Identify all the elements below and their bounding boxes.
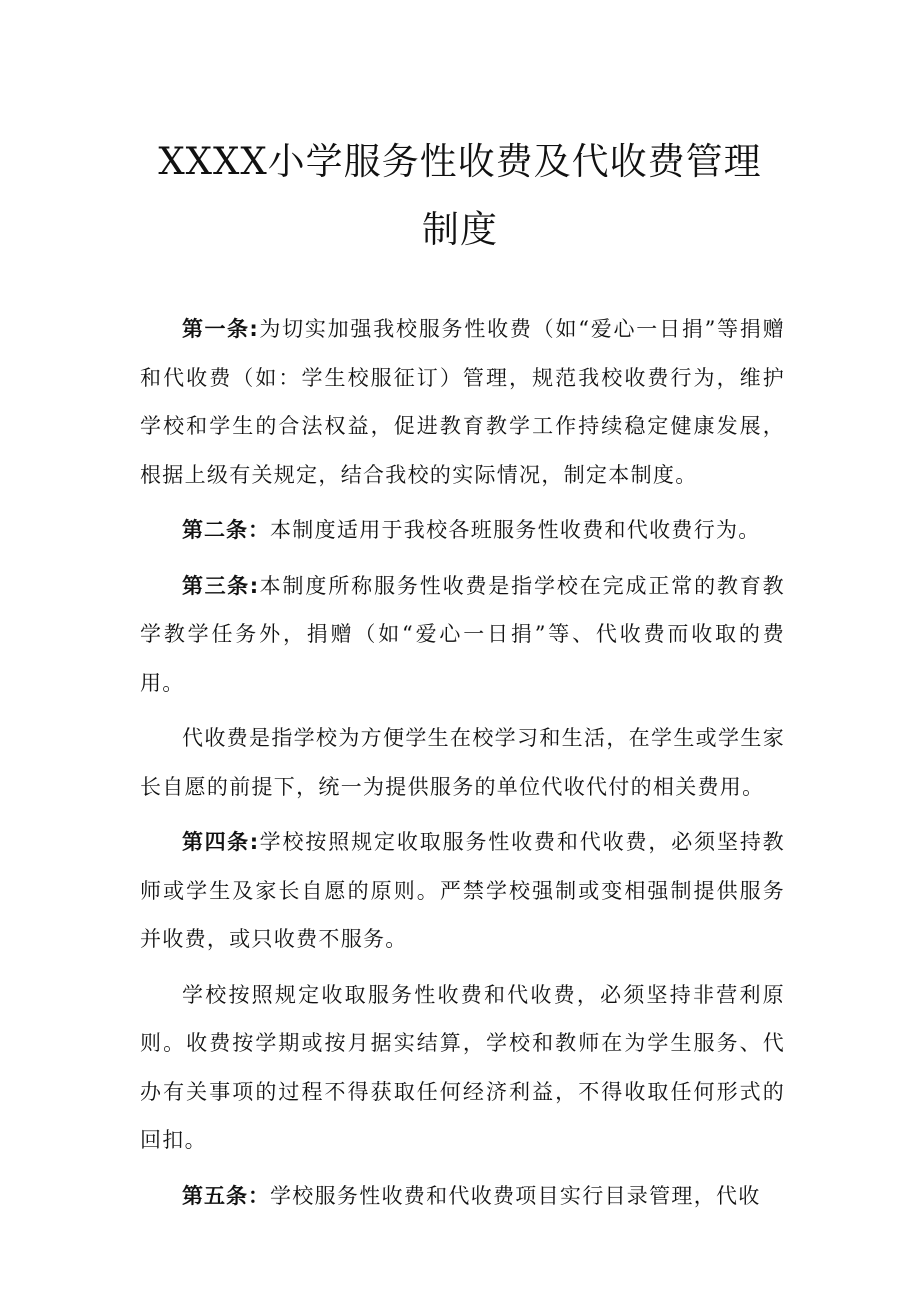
article-4-continuation-paragraph: [140, 971, 785, 1165]
article-1-paragraph: [140, 305, 785, 499]
article-3-label: 第三条:: [182, 573, 260, 598]
document-title: XXXX小学服务性收费及代收费管理制度: [158, 140, 762, 251]
article-1-label: 第一条:: [182, 317, 259, 341]
article-2-label: 第二条：: [182, 518, 270, 542]
article-4-continuation-text: 学校按照规定收取服务性收费和代收费，必须坚持非营利原则。收费按学期或按月据实结算，学校和教师在为学生服务、代办有关事项的过程不得获取任何经济利益，不得收取任何形式的回扣。: [140, 982, 785, 1152]
article-4-paragraph: [140, 818, 785, 964]
article-3-paragraph: [140, 562, 785, 708]
article-3-continuation-text: 代收费是指学校为方便学生在校学习和生活，在学生或学生家长自愿的前提下，统一为提供服务的单位代收代付的相关费用。: [140, 726, 785, 799]
article-1-text: 为切实加强我校服务性收费（如“爱心一日捐”等捐赠和代收费（如：学生校服征订）管理，规范我校收费行为，维护学校和学生的合法权益，促进教育教学工作持续稳定健康发展，根据上级有关规定，结合我校的实际情况，制定本制度。: [140, 317, 785, 487]
article-3-continuation-paragraph: [140, 714, 785, 811]
article-2-paragraph: [140, 506, 785, 555]
article-4-text: 学校按照规定收取服务性收费和代收费，必须坚持教师或学生及家长自愿的原则。严禁学校强制或变相强制提供服务并收费，或只收费不服务。: [140, 830, 785, 951]
article-5-paragraph: [140, 1172, 785, 1221]
article-5-text: 学校服务性收费和代收费项目实行目录管理，代收: [270, 1183, 761, 1208]
article-3-text: 本制度所称服务性收费是指学校在完成正常的教育教学教学任务外，捐赠（如“爱心一日捐”等、代收费而收取的费用。: [140, 573, 785, 695]
article-5-label: 第五条：: [182, 1183, 270, 1208]
article-4-label: 第四条:: [182, 830, 260, 854]
article-2-text: 本制度适用于我校各班服务性收费和代收费行为。: [270, 518, 761, 542]
document-body: [140, 305, 785, 1227]
